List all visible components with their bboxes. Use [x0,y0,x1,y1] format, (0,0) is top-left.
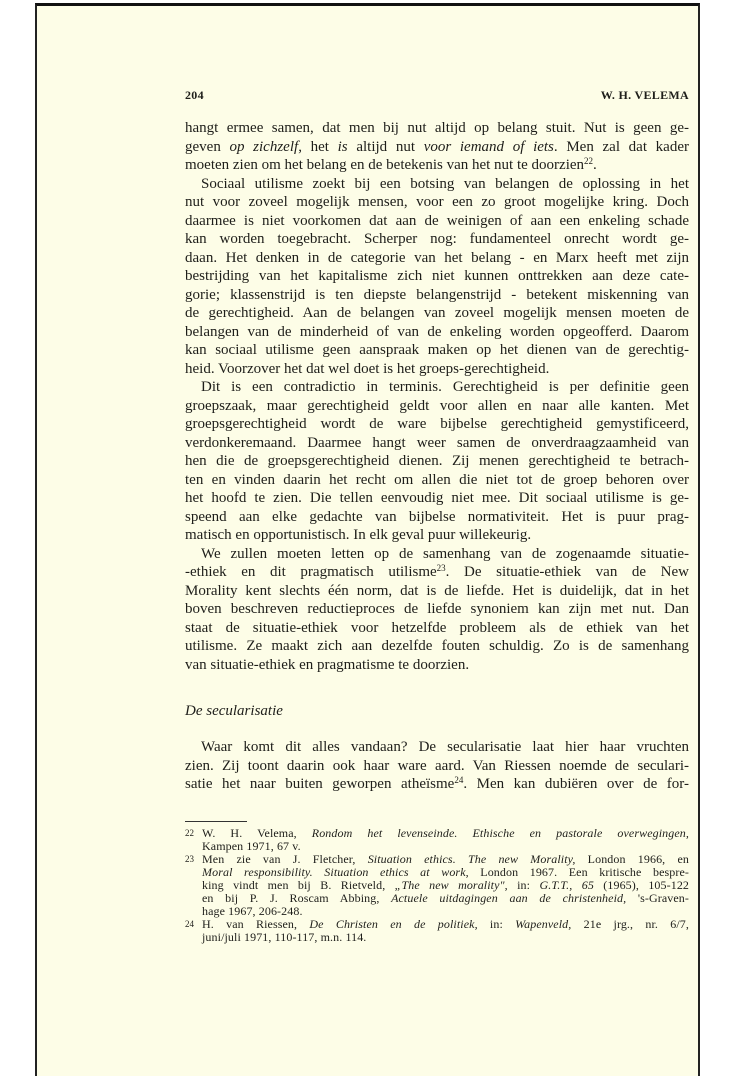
text-run: boven beschreven reductieproces de liefde synoniem kan zijn met nut. Dan [185,601,689,617]
text-line [185,619,689,638]
italic-run: voor iemand of iets [423,138,554,155]
text-run: 21e jrg., nr. 6/7, [571,917,689,931]
text-line [185,378,689,397]
text-run: Waar komt dit alles vandaan? De secularisatie laat hier haar vruchten [201,739,689,755]
text-line [185,249,689,268]
text-run: H. van Riessen, [202,917,310,931]
text-run: . Men kan dubiëren over de for- [463,776,689,792]
text-line [185,600,689,619]
text-line [185,156,689,175]
paragraph [185,738,689,794]
text-line [185,526,689,545]
text-line [185,471,689,490]
section-heading: De secularisatie [185,703,283,719]
text-run: hen die de groepsgerechtigheid dienen. Zij menen gerechtigheid te betrach- [185,453,689,469]
paragraph [185,175,689,379]
text-run: en bij P. J. Roscam Abbing, [202,891,392,905]
italic-run: Wapenveld, [515,917,572,931]
text-run: (1965), 105-122 [593,878,690,892]
text-run: Dit is een contradictio in terminis. Gerechtigheid is per definitie geen [201,379,689,395]
text-run: groepszaak, maar gerechtigheid geldt voor allen en naar alle kanten. Met [185,397,689,414]
text-run: in: [477,917,516,931]
text-line [185,193,689,212]
text-run: matisch en opportunistisch. In elk geval puur willekeurig. [185,527,532,543]
text-line [185,757,689,776]
italic-run: Situation ethics. The new Morality, [367,852,576,866]
text-line [185,775,689,794]
text-line [185,434,689,453]
italic-run: Moral responsibility. Situation ethics at work, [202,865,469,879]
text-run: -ethiek en dit pragmatisch utilisme [185,564,437,580]
text-run: Sociaal utilisme zoekt bij een botsing van belangen de oplossing in het [201,175,689,192]
text-run: gorie; klassenstrijd is ten diepste belangenstrijd - betekent miskenning van [185,286,689,303]
document-page [35,3,700,1076]
text-line [185,286,689,305]
text-run: in: [507,878,540,892]
text-line [185,656,689,675]
text-run: geven [185,138,230,155]
footnotes [185,827,689,944]
footnote [185,918,689,944]
text-run: de gerechtigheid. Aan de belangen van zoveel mogelijk mensen moeten de [185,305,689,321]
text-run: bestrijding van het kapitalisme zich niet kunnen onttrekken aan deze cate- [185,268,689,284]
text-line [185,489,689,508]
footnote-reference[interactable]: 22 [584,156,594,166]
text-run: We zullen moeten letten op de samenhang van de zogenaamde situatie- [201,545,689,562]
text-run: 's-Graven- [626,891,690,905]
text-run: belangen van de minderheid of van de enkeling worden opgeofferd. Daarom [185,323,689,340]
text-run: staat de situatie-ethiek voor hetzelfde probleem als de ethiek van het [185,619,689,636]
text-run: hangt ermee samen, dat men bij nut altijd op belang stuit. Nut is geen ge- [185,120,689,136]
text-run: heid. Voorzover het dat wel doet is het groeps-gerechtigheid. [185,360,550,377]
footnote-number: 22 [185,828,194,838]
italic-run: Actuele uitdagingen aan de christenheid, [391,891,627,905]
text-line [185,415,689,434]
text-run: groepsgerechtigheid wordt de ware bijbelse gerechtigheid gemystificeerd, [185,416,689,432]
text-run: hage 1967, 206-248. [202,904,303,918]
text-line [185,341,689,360]
text-line [185,508,689,527]
text-line [185,267,689,286]
footnote [185,853,689,918]
italic-run: G.T.T., 65 [539,878,594,892]
text-line [185,397,689,416]
text-line [185,563,689,582]
text-run: kan sociaal utilisme geen aanspraak maken op het dienen van de gerechtig- [185,342,689,358]
text-line [185,545,689,564]
text-run: . De situatie-ethiek van de New [445,564,689,580]
text-line [185,582,689,601]
italic-run: is [337,138,348,155]
italic-run: op zichzelf [229,138,299,155]
text-line [185,230,689,249]
text-run: Kampen 1971, 67 v. [202,839,301,853]
text-run: het hoofd te zien. Die tellen eenvoudig niet mee. Dit sociaal utilisme is ge- [185,490,689,506]
text-run: utilisme. Ze maakt zich aan dezelfde fouten schuldig. Zo is de samenhang [185,638,689,654]
footnote [185,827,689,853]
running-head-author: W. H. VELEMA [600,88,689,102]
text-run: . [593,157,597,173]
text-line [185,738,689,757]
text-line [185,452,689,471]
footnote-reference[interactable]: 24 [454,775,464,785]
text-line [185,323,689,342]
text-line [185,212,689,231]
footnote-number: 24 [185,919,194,929]
footnote-number: 23 [185,854,194,864]
body-text [185,119,689,674]
text-run: zien. Zij toont daarin ook haar ware aard. Van Riessen noemde de seculari- [185,757,689,774]
text-line [185,175,689,194]
italic-run: Rondom het levenseinde. Ethische en pastorale overwegingen, [311,826,689,840]
section-body-text [185,738,689,794]
text-line [185,360,689,379]
text-run: moeten zien om het belang en de betekenis van het nut te doorzien [185,157,585,173]
text-run: , het [298,138,338,155]
text-run: daan. Het denken in de categorie van het belang - en Marx heeft met zijn [185,249,689,266]
text-run: London 1966, en [575,852,689,866]
paragraph [185,119,689,175]
text-run: Men zie van J. Fletcher, [202,852,368,866]
text-run: ten en vinden daarin het recht om allen die niet tot de groep behoren over [185,471,689,488]
footnote-divider [185,821,247,822]
text-run: Morality kent slechts één norm, dat is de liefde. Het is duidelijk, dat in het [185,582,689,599]
text-run: daarmee is niet voorkomen dat aan de weinigen of aan een enkeling schade [185,212,689,229]
italic-run: De Christen en de politiek, [309,917,478,931]
text-line [185,304,689,323]
footnote-line [202,931,689,944]
text-line [185,119,689,138]
paragraph [185,545,689,675]
text-run: altijd nut [347,138,424,155]
text-run: . Men zal dat kader [553,138,689,155]
text-run: king vindt men bij B. Rietveld, [202,878,395,892]
page-number: 204 [185,88,204,102]
text-run: nut voor zoveel mogelijk mensen, voor een zo groot mogelijke kring. Doch [185,194,689,210]
text-run: satie het naar buiten geworpen atheïsme [185,776,455,792]
text-run: kan worden toegebracht. Scherper nog: fundamenteel onrecht wordt ge- [185,231,689,247]
footnote-reference[interactable]: 23 [436,563,446,573]
text-run: speend aan elke gedachte van bijbelse normativiteit. Het is puur prag- [185,508,689,525]
italic-run: „The new morality", [394,878,508,892]
text-line [185,138,689,157]
text-run: verdonkeremaand. Daarmee hangt weer samen de onverdraagzaamheid van [185,434,689,451]
text-run: W. H. Velema, [202,826,312,840]
text-run: van situatie-ethiek en pragmatisme te doorzien. [185,656,470,673]
text-line [185,637,689,656]
paragraph [185,378,689,545]
text-run: juni/juli 1971, 110-117, m.n. 114. [202,930,367,944]
text-run: London 1967. Een kritische bespre- [468,865,689,879]
